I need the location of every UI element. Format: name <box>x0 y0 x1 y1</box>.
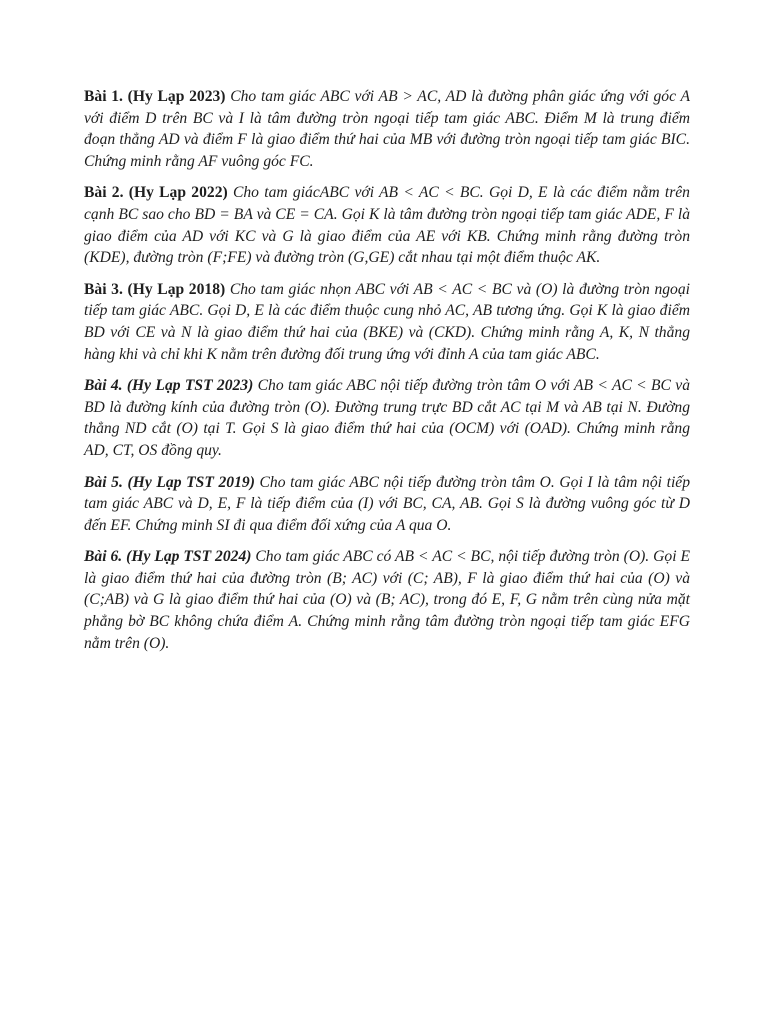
problem-6 <box>84 546 690 654</box>
problem-5-text: Cho tam giác ABC nội tiếp đường tròn tâm O. Gọi I là tâm nội tiếp tam giác ABC và D, E, F là tiếp điểm của (I) với BC, CA, AB. Gọi S là đường vuông góc từ D đến EF. Chứng minh SI đi qua điểm đối xứng của A qua O. <box>84 473 690 534</box>
problem-2-text: Cho tam giácABC với AB < AC < BC. Gọi D, E là các điểm nằm trên cạnh BC sao cho BD = BA và CE = CA. Gọi K là tâm đường tròn ngoại tiếp tam giác ADE, F là giao điểm của AD với KC và G là giao điểm của AE với KB. Chứng minh rằng đường tròn (KDE), đường tròn (F;FE) và đường tròn (G,GE) cắt nhau tại một điểm thuộc AK. <box>84 184 690 267</box>
problem-5 <box>84 472 690 537</box>
problem-6-text: Cho tam giác ABC có AB < AC < BC, nội tiếp đường tròn (O). Gọi E là giao điểm thứ hai của đường tròn (B; AC) với (C; AB), F là giao điểm thứ hai của (O) và (C;AB) và G là giao điểm thứ hai của (O) và (B; AC), trong đó E, F, G nằm trên cùng nửa mặt phẳng bờ BC không chứa điểm A. Chứng minh rằng tâm đường tròn ngoại tiếp tam giác EFG nằm trên (O). <box>84 548 690 652</box>
problem-6-label: Bài 6. (Hy Lạp TST 2024) <box>84 548 252 566</box>
problem-4 <box>84 375 690 461</box>
problem-1-label: Bài 1. (Hy Lạp 2023) <box>84 88 226 105</box>
problem-3-text: Cho tam giác nhọn ABC với AB < AC < BC và (O) là đường tròn ngoại tiếp tam giác ABC. Gọi D, E là các điểm thuộc cung nhỏ AC, AB tương ứng. Gọi K là giao điểm BD với CE và N là giao điểm thứ hai của (BKE) và (CKD). Chứng minh rằng A, K, N thẳng hàng khi và chỉ khi K nằm trên đường đối trung ứng với đỉnh A của tam giác ABC. <box>84 280 690 363</box>
problem-2-label: Bài 2. (Hy Lạp 2022) <box>84 184 228 202</box>
problem-4-text: Cho tam giác ABC nội tiếp đường tròn tâm O với AB < AC < BC và BD là đường kính của đường tròn (O). Đường trung trực BD cắt AC tại M và AB tại N. Đường thẳng ND cắt (O) tại T. Gọi S là giao điểm thứ hai của (OCM) với (OAD). Chứng minh rằng AD, CT, OS đồng quy. <box>84 377 690 459</box>
problem-3-label: Bài 3. (Hy Lạp 2018) <box>84 280 226 298</box>
problem-4-label: Bài 4. (Hy Lạp TST 2023) <box>84 377 254 395</box>
problem-5-label: Bài 5. (Hy Lạp TST 2019) <box>84 473 255 491</box>
problem-1 <box>84 86 690 172</box>
problem-2 <box>84 182 690 268</box>
problem-1-text: Cho tam giác ABC với AB > AC, AD là đường phân giác ứng với góc A với điểm D trên BC và I là tâm đường tròn ngoại tiếp tam giác ABC. Điểm M là trung điểm đoạn thẳng AD và điểm F là giao điểm thứ hai của MB với đường tròn ngoại tiếp tam giác BIC. Chứng minh rằng AF vuông góc FC. <box>84 88 690 170</box>
document-page <box>84 86 690 664</box>
problem-3 <box>84 279 690 365</box>
